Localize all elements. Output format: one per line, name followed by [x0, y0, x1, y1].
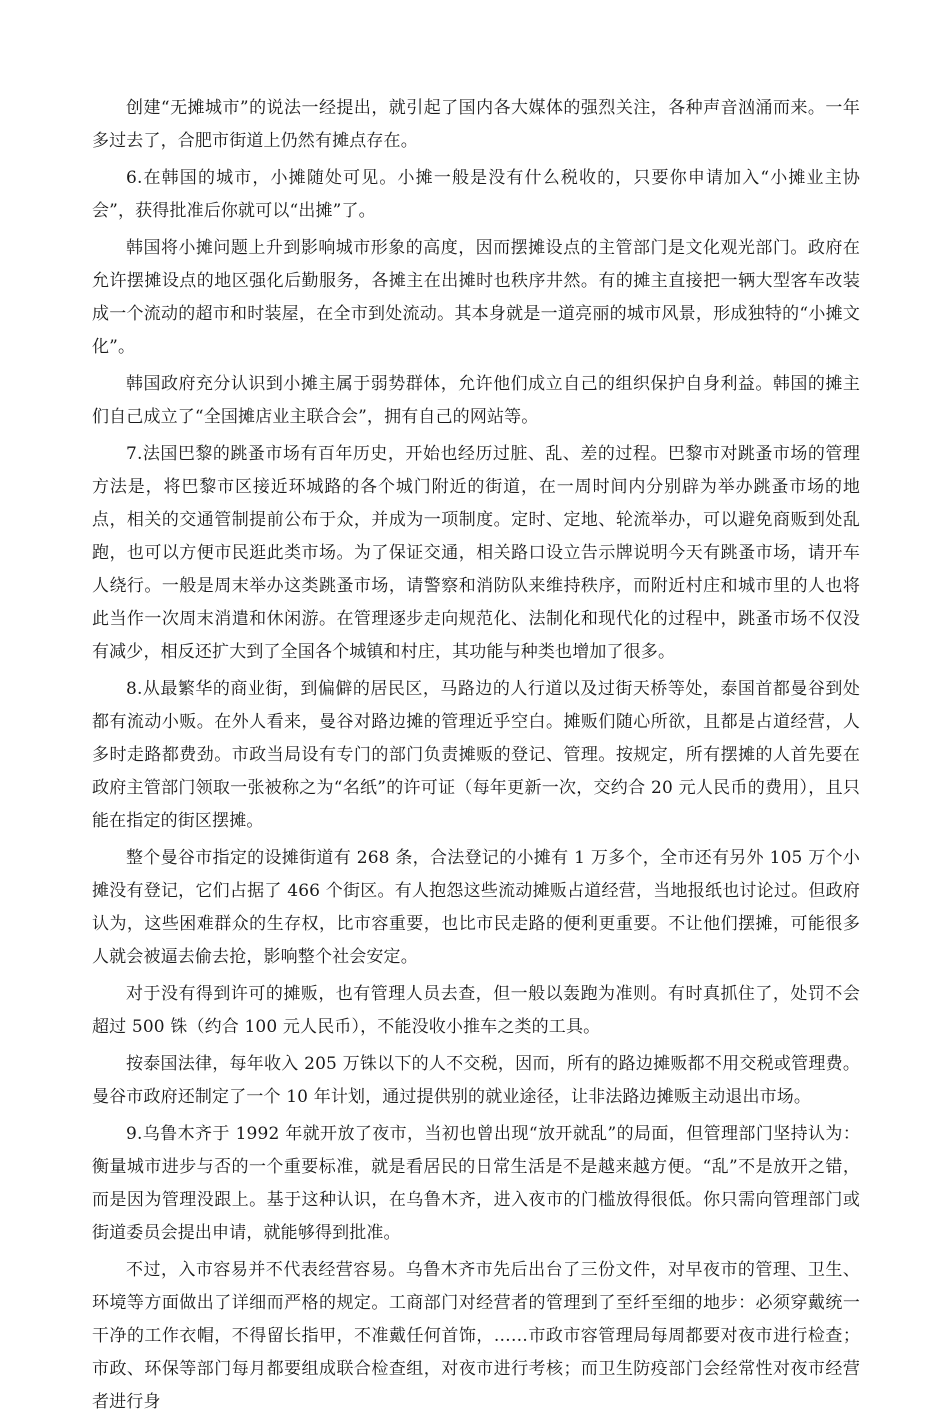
paragraph-korea-3: 韩国政府充分认识到小摊主属于弱势群体，允许他们成立自己的组织保护自身利益。韩国的摊主们自己成立了“全国摊店业主联合会”，拥有自己的网站等。	[92, 374, 860, 427]
paragraph-bangkok-4: 按泰国法律，每年收入 205 万铢以下的人不交税，因而，所有的路边摊贩都不用交税或管理费。曼谷市政府还制定了一个 10 年计划，通过提供别的就业途径，让非法路边摊贩主动退出市场。	[92, 1054, 860, 1107]
paragraph-intro: 创建“无摊城市”的说法一经提出，就引起了国内各大媒体的强烈关注，各种声音汹涌而来。一年多过去了，合肥市街道上仍然有摊点存在。	[92, 98, 860, 151]
paragraph-korea-1: 6.在韩国的城市，小摊随处可见。小摊一般是没有什么税收的，只要你申请加入“小摊业主协会”，获得批准后你就可以“出摊”了。	[92, 168, 860, 221]
paragraph-urumqi-2: 不过，入市容易并不代表经营容易。乌鲁木齐市先后出台了三份文件，对早夜市的管理、卫生、环境等方面做出了详细而严格的规定。工商部门对经营者的管理到了至纤至细的地步：必须穿戴统一干净的工作衣帽，不得留长指甲，不准戴任何首饰，……市政市容管理局每周都要对夜市进行检查；市政、环保等部门每月都要组成联合检查组，对夜市进行考核；而卫生防疫部门会经常性对夜市经营者进行身	[92, 1260, 860, 1412]
text-column	[92, 92, 860, 1419]
paragraph-paris: 7.法国巴黎的跳蚤市场有百年历史，开始也经历过脏、乱、差的过程。巴黎市对跳蚤市场的管理方法是，将巴黎市区接近环城路的各个城门附近的街道，在一周时间内分别辟为举办跳蚤市场的地点，相关的交通管制提前公布于众，并成为一项制度。定时、定地、轮流举办，可以避免商贩到处乱跑，也可以方便市民逛此类市场。为了保证交通，相关路口设立告示牌说明今天有跳蚤市场，请开车人绕行。一般是周末举办这类跳蚤市场，请警察和消防队来维持秩序，而附近村庄和城市里的人也将此当作一次周末消遣和休闲游。在管理逐步走向规范化、法制化和现代化的过程中，跳蚤市场不仅没有减少，相反还扩大到了全国各个城镇和村庄，其功能与种类也增加了很多。	[92, 444, 860, 662]
paragraph-bangkok-3: 对于没有得到许可的摊贩，也有管理人员去查，但一般以轰跑为准则。有时真抓住了，处罚不会超过 500 铢（约合 100 元人民币），不能没收小推车之类的工具。	[92, 984, 860, 1037]
paragraph-korea-2: 韩国将小摊问题上升到影响城市形象的高度，因而摆摊设点的主管部门是文化观光部门。政府在允许摆摊设点的地区强化后勤服务，各摊主在出摊时也秩序井然。有的摊主直接把一辆大型客车改装成一个流动的超市和时装屋，在全市到处流动。其本身就是一道亮丽的城市风景，形成独特的“小摊文化”。	[92, 238, 860, 357]
paragraph-bangkok-1: 8.从最繁华的商业街，到偏僻的居民区，马路边的人行道以及过街天桥等处，泰国首都曼谷到处都有流动小贩。在外人看来，曼谷对路边摊的管理近乎空白。摊贩们随心所欲，且都是占道经营，人多时走路都费劲。市政当局设有专门的部门负责摊贩的登记、管理。按规定，所有摆摊的人首先要在政府主管部门领取一张被称之为“名纸”的许可证（每年更新一次，交约合 20 元人民币的费用），且只能在指定的街区摆摊。	[92, 679, 860, 831]
paragraph-urumqi-1: 9.乌鲁木齐于 1992 年就开放了夜市，当初也曾出现“放开就乱”的局面，但管理部门坚持认为：衡量城市进步与否的一个重要标准，就是看居民的日常生活是不是越来越方便。“乱”不是放开之错，而是因为管理没跟上。基于这种认识，在乌鲁木齐，进入夜市的门槛放得很低。你只需向管理部门或街道委员会提出申请，就能够得到批准。	[92, 1124, 860, 1243]
paragraph-bangkok-2: 整个曼谷市指定的设摊街道有 268 条，合法登记的小摊有 1 万多个，全市还有另外 105 万个小摊没有登记，它们占据了 466 个街区。有人抱怨这些流动摊贩占道经营，当地报纸也讨论过。但政府认为，这些困难群众的生存权，比市容重要，也比市民走路的便利更重要。不让他们摆摊，可能很多人就会被逼去偷去抢，影响整个社会安定。	[92, 848, 860, 967]
